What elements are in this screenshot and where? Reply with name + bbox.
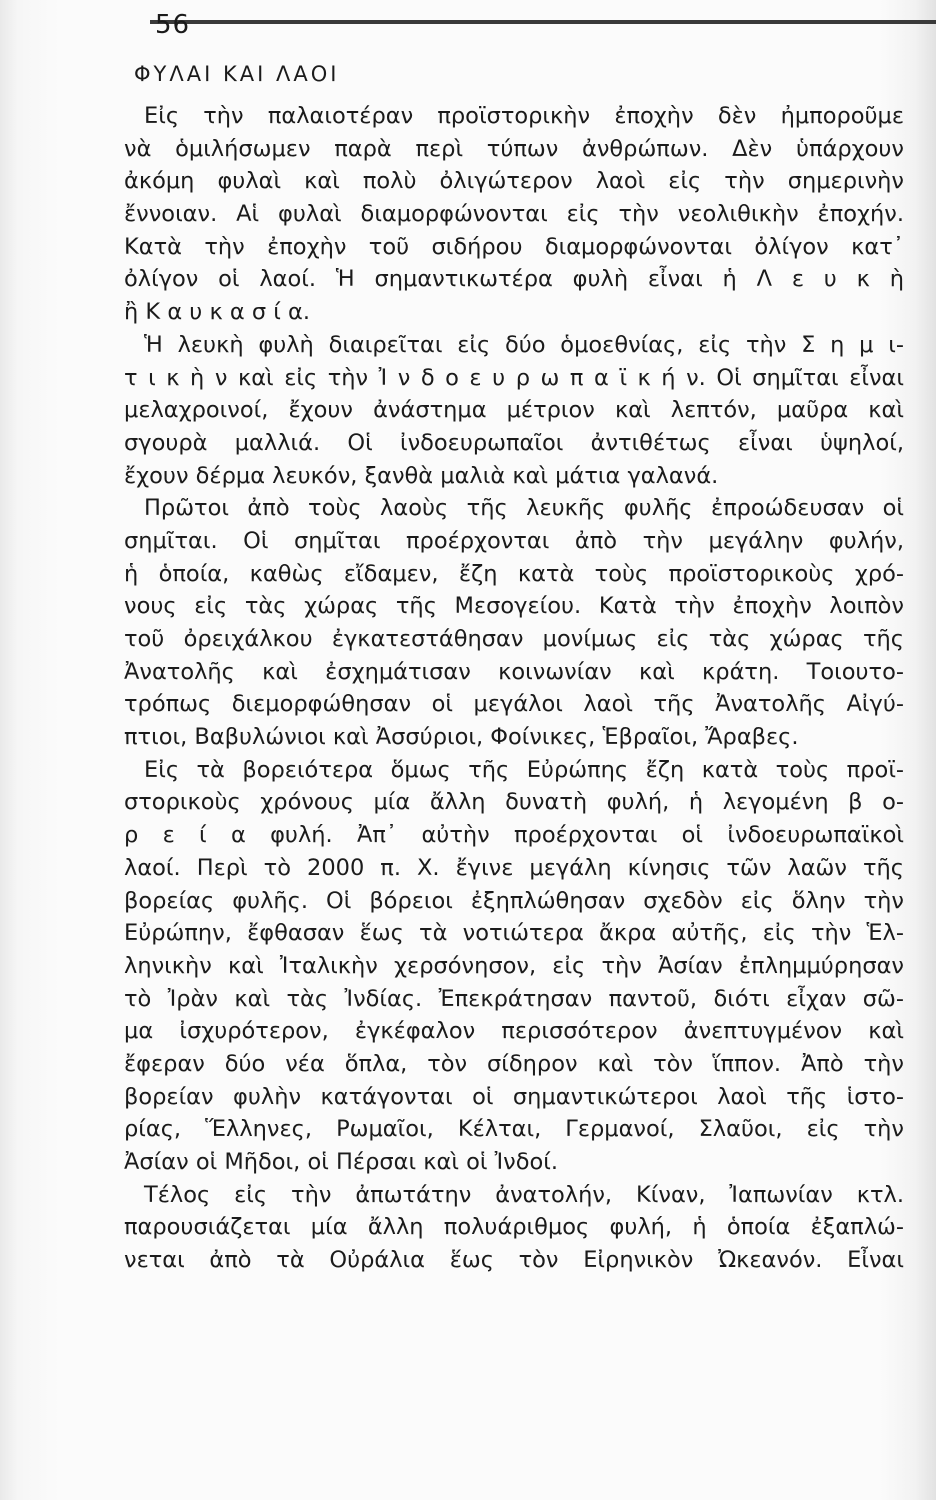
text-line: λαοί. Περὶ τὸ 2000 π. Χ. ἔγινε μεγάλη κίνησις τῶν λαῶν τῆς <box>124 854 904 881</box>
text-line: ἔννοιαν. Αἱ φυλαὶ διαμορφώνονται εἰς τὴν νεολιθικὴν ἐποχήν. <box>124 201 904 228</box>
text-line: τὸ Ἰρὰν καὶ τὰς Ἰνδίας. Ἐπεκράτησαν παντοῦ, διότι εἶχαν σῶ- <box>124 985 904 1012</box>
text-line: τ ι κ ὴ ν καὶ εἰς τὴν Ἰ ν δ ο ε υ ρ ω π α ϊ κ ή ν. Οἱ σημῖται εἶναι <box>124 364 904 391</box>
text-line: νεται ἀπὸ τὰ Οὐράλια ἕως τὸν Εἰρηνικὸν Ὠκεανόν. Εἶναι <box>124 1247 904 1274</box>
text-line: μελαχροινοί, ἔχουν ἀνάστημα μέτριον καὶ λεπτόν, μαῦρα καὶ <box>124 397 904 424</box>
text-line: ἔφεραν δύο νέα ὅπλα, τὸν σίδηρον καὶ τὸν ἵππον. Ἀπὸ τὴν <box>124 1050 904 1077</box>
text-line: Πρῶτοι ἀπὸ τοὺς λαοὺς τῆς λευκῆς φυλῆς ἐπροώδευσαν οἱ <box>144 495 904 522</box>
text-line: στορικοὺς χρόνους μία ἄλλη δυνατὴ φυλή, ἡ λεγομένη β ο- <box>124 789 904 816</box>
text-line: σημῖται. Οἱ σημῖται προέρχονται ἀπὸ τὴν μεγάλην φυλήν, <box>124 527 904 554</box>
text-line: Ἀνατολῆς καὶ ἐσχημάτισαν κοινωνίαν καὶ κράτη. Τοιουτο- <box>124 658 904 685</box>
text-line: βορείας φυλῆς. Οἱ βόρειοι ἐξηπλώθησαν σχεδὸν εἰς ὅλην τὴν <box>124 887 904 914</box>
text-line: Εἰς τὰ βορειότερα ὅμως τῆς Εὐρώπης ἔζη κατὰ τοὺς προϊ- <box>144 756 904 783</box>
chapter-heading: ΦΥΛΑΙ ΚΑΙ ΛΑΟΙ <box>134 62 340 86</box>
text-line: ἀκόμη φυλαὶ καὶ πολὺ ὀλιγώτερον λαοὶ εἰς τὴν σημερινὴν <box>124 168 904 195</box>
text-line: μα ἰσχυρότερον, ἐγκέφαλον περισσότερον ἀνεπτυγμένον καὶ <box>124 1018 904 1045</box>
text-line: Εἰς τὴν παλαιοτέραν προϊστορικὴν ἐποχὴν δὲν ἠμποροῦμε <box>144 103 904 129</box>
text-line: Τέλος εἰς τὴν ἀπωτάτην ἀνατολήν, Κίναν, Ἰαπωνίαν κτλ. <box>144 1181 904 1208</box>
page-number: 56 <box>155 10 191 40</box>
text-line: τοῦ ὀρειχάλκου ἐγκατεστάθησαν μονίμως εἰς τὰς χώρας τῆς <box>124 626 904 652</box>
top-rule <box>150 20 936 24</box>
text-line: ἔχουν δέρμα λευκόν, ξανθὰ μαλιὰ καὶ μάτια γαλανά. <box>124 462 719 489</box>
text-line: τρόπως διεμορφώθησαν οἱ μεγάλοι λαοὶ τῆς Ἀνατολῆς Αἰγύ- <box>124 691 904 718</box>
text-line: Κατὰ τὴν ἐποχὴν τοῦ σιδήρου διαμορφώνονται ὀλίγον κατ᾽ <box>124 233 904 260</box>
text-line: νὰ ὁμιλήσωμεν παρὰ περὶ τύπων ἀνθρώπων. Δὲν ὑπάρχουν <box>124 135 904 162</box>
text-line: παρουσιάζεται μία ἄλλη πολυάριθμος φυλή, ἡ ὁποία ἐξαπλώ- <box>124 1214 904 1241</box>
text-line: βορείαν φυλὴν κατάγονται οἱ σημαντικώτεροι λαοὶ τῆς ἱστο- <box>124 1083 904 1110</box>
body-text <box>124 100 904 1277</box>
text-line: νους εἰς τὰς χώρας τῆς Μεσογείου. Κατὰ τὴν ἐποχὴν λοιπὸν <box>124 593 904 620</box>
text-line: ρ ε ί α φυλή. Ἀπ᾽ αὐτὴν προέρχονται οἱ ἰνδοευρωπαϊκοὶ <box>124 822 904 849</box>
text-line: Ἡ λευκὴ φυλὴ διαιρεῖται εἰς δύο ὁμοεθνίας, εἰς τὴν Σ η μ ι- <box>144 331 904 358</box>
text-line: Ἀσίαν οἱ Μῆδοι, οἱ Πέρσαι καὶ οἱ Ἰνδοί. <box>124 1149 559 1175</box>
text-line: σγουρὰ μαλλιά. Οἱ ἰνδοευρωπαῖοι ἀντιθέτως εἶναι ὑψηλοί, <box>124 429 904 456</box>
text-line: Εὐρώπην, ἔφθασαν ἕως τὰ νοτιώτερα ἄκρα αὐτῆς, εἰς τὴν Ἑλ- <box>124 920 904 947</box>
text-line: ἢ Κ α υ κ α σ ί α. <box>124 299 311 326</box>
text-line: ληνικὴν καὶ Ἰταλικὴν χερσόνησον, εἰς τὴν Ἀσίαν ἐπλημμύρησαν <box>124 952 904 979</box>
text-line: ρίας, Ἕλληνες, Ρωμαῖοι, Κέλται, Γερμανοί, Σλαῦοι, εἰς τὴν <box>124 1116 904 1143</box>
text-line: πτιοι, Βαβυλώνιοι καὶ Ἀσσύριοι, Φοίνικες, Ἑβραῖοι, Ἄραβες. <box>124 724 799 751</box>
text-line: ὀλίγον οἱ λαοί. Ἡ σημαντικωτέρα φυλὴ εἶναι ἡ Λ ε υ κ ὴ <box>124 266 904 293</box>
text-line: ἡ ὁποία, καθὼς εἴδαμεν, ἔζη κατὰ τοὺς προϊστορικοὺς χρό- <box>124 560 904 587</box>
